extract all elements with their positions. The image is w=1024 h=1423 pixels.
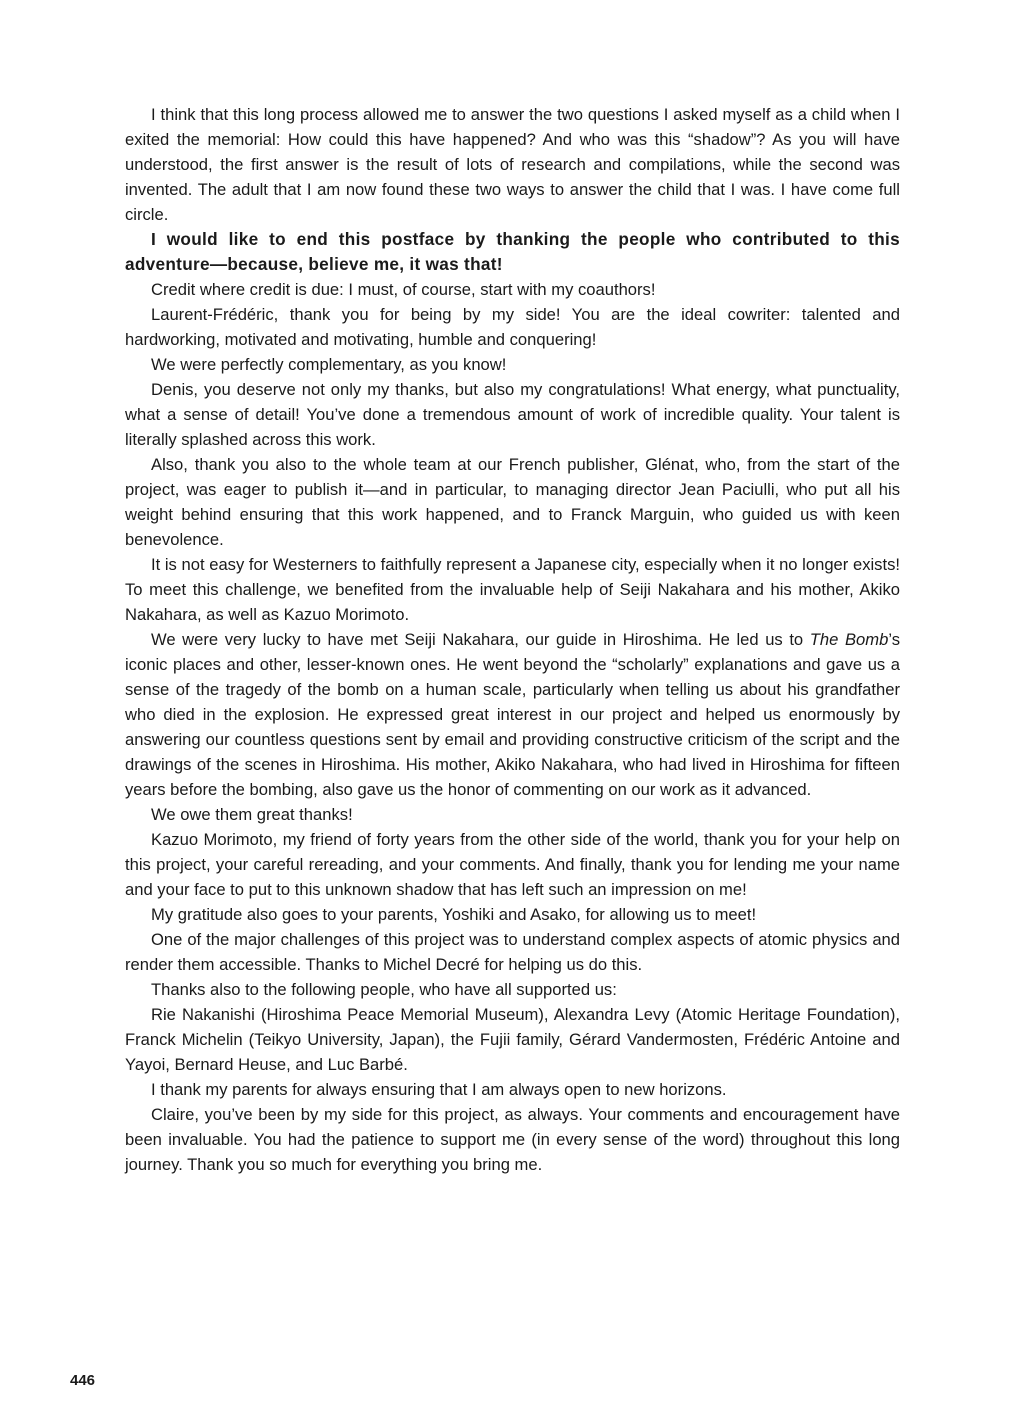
paragraph-5 bbox=[125, 352, 900, 377]
paragraph-11 bbox=[125, 827, 900, 902]
paragraph-text: I would like to end this postface by thanking the people who contributed to this adventure—because, believe me, it was that! bbox=[125, 229, 900, 274]
paragraph-16 bbox=[125, 1077, 900, 1102]
paragraph-text: Also, thank you also to the whole team at our French publisher, Glénat, who, from the start of the project, was eager to publish it—and in particular, to managing director Jean Paciulli, who put all his weight behind ensuring that this work happened, and to Franck Marguin, who guided us with keen benevolence. bbox=[125, 455, 900, 549]
paragraph-9 bbox=[125, 627, 900, 802]
paragraph-text: Kazuo Morimoto, my friend of forty years from the other side of the world, thank you for your help on this project, your careful rereading, and your comments. And finally, thank you for lending me your name and your face to put to this unknown shadow that has left such an impression on me! bbox=[125, 830, 900, 899]
paragraph-text: We were very lucky to have met Seiji Nakahara, our guide in Hiroshima. He led us to bbox=[151, 630, 810, 649]
paragraph-17 bbox=[125, 1102, 900, 1177]
paragraph-text: ’s iconic places and other, lesser-known ones. He went beyond the “scholarly” explanations and gave us a sense of the tragedy of the bomb on a human scale, particularly when telling us about his grandfather who died in the explosion. He expressed great interest in our project and helped us enormously by answering our countless questions sent by email and providing constructive criticism of the script and the drawings of the scenes in Hiroshima. His mother, Akiko Nakahara, who had lived in Hiroshima for fifteen years before the bombing, also gave us the honor of commenting on our work as it advanced. bbox=[125, 630, 900, 799]
paragraph-text: Rie Nakanishi (Hiroshima Peace Memorial Museum), Alexandra Levy (Atomic Heritage Foundation), Franck Michelin (Teikyo University, Japan), the Fujii family, Gérard Vandermosten, Frédéric Antoine and Yayoi, Bernard Heuse, and Luc Barbé. bbox=[125, 1005, 900, 1074]
paragraph-4 bbox=[125, 302, 900, 352]
paragraph-1 bbox=[125, 102, 900, 227]
paragraph-8 bbox=[125, 552, 900, 627]
paragraph-text: Denis, you deserve not only my thanks, but also my congratulations! What energy, what punctuality, what a sense of detail! You’ve done a tremendous amount of work of incredible quality. Your talent is literally splashed across this work. bbox=[125, 380, 900, 449]
paragraph-14 bbox=[125, 977, 900, 1002]
italic-title: The Bomb bbox=[809, 630, 889, 649]
paragraph-12 bbox=[125, 902, 900, 927]
paragraph-text: Claire, you’ve been by my side for this project, as always. Your comments and encouragement have been invaluable. You had the patience to support me (in every sense of the word) throughout this long journey. Thank you so much for everything you bring me. bbox=[125, 1105, 900, 1174]
paragraph-text: We owe them great thanks! bbox=[151, 805, 353, 824]
paragraph-text: One of the major challenges of this project was to understand complex aspects of atomic physics and render them accessible. Thanks to Michel Decré for helping us do this. bbox=[125, 930, 900, 974]
paragraph-text: Credit where credit is due: I must, of course, start with my coauthors! bbox=[151, 280, 656, 299]
paragraph-3 bbox=[125, 277, 900, 302]
paragraph-6 bbox=[125, 377, 900, 452]
page-number: 446 bbox=[70, 1372, 96, 1389]
paragraph-15 bbox=[125, 1002, 900, 1077]
paragraph-13 bbox=[125, 927, 900, 977]
paragraph-text: I think that this long process allowed me to answer the two questions I asked myself as a child when I exited the memorial: How could this have happened? And who was this “shadow”? As you will have understood, the first answer is the result of lots of research and compilations, while the second was invented. The adult that I am now found these two ways to answer the child that I was. I have come full circle. bbox=[125, 105, 900, 224]
paragraph-text: I thank my parents for always ensuring that I am always open to new horizons. bbox=[151, 1080, 727, 1099]
document-body bbox=[125, 102, 900, 1177]
paragraph-text: My gratitude also goes to your parents, Yoshiki and Asako, for allowing us to meet! bbox=[151, 905, 757, 924]
paragraph-2-bold bbox=[125, 227, 900, 277]
paragraph-7 bbox=[125, 452, 900, 552]
paragraph-10 bbox=[125, 802, 900, 827]
paragraph-text: Thanks also to the following people, who have all supported us: bbox=[151, 980, 617, 999]
paragraph-text: It is not easy for Westerners to faithfully represent a Japanese city, especially when it no longer exists! To meet this challenge, we benefited from the invaluable help of Seiji Nakahara and his mother, Akiko Nakahara, as well as Kazuo Morimoto. bbox=[125, 555, 900, 624]
paragraph-text: We were perfectly complementary, as you know! bbox=[151, 355, 507, 374]
paragraph-text: Laurent-Frédéric, thank you for being by my side! You are the ideal cowriter: talented and hardworking, motivated and motivating, humble and conquering! bbox=[125, 305, 900, 349]
